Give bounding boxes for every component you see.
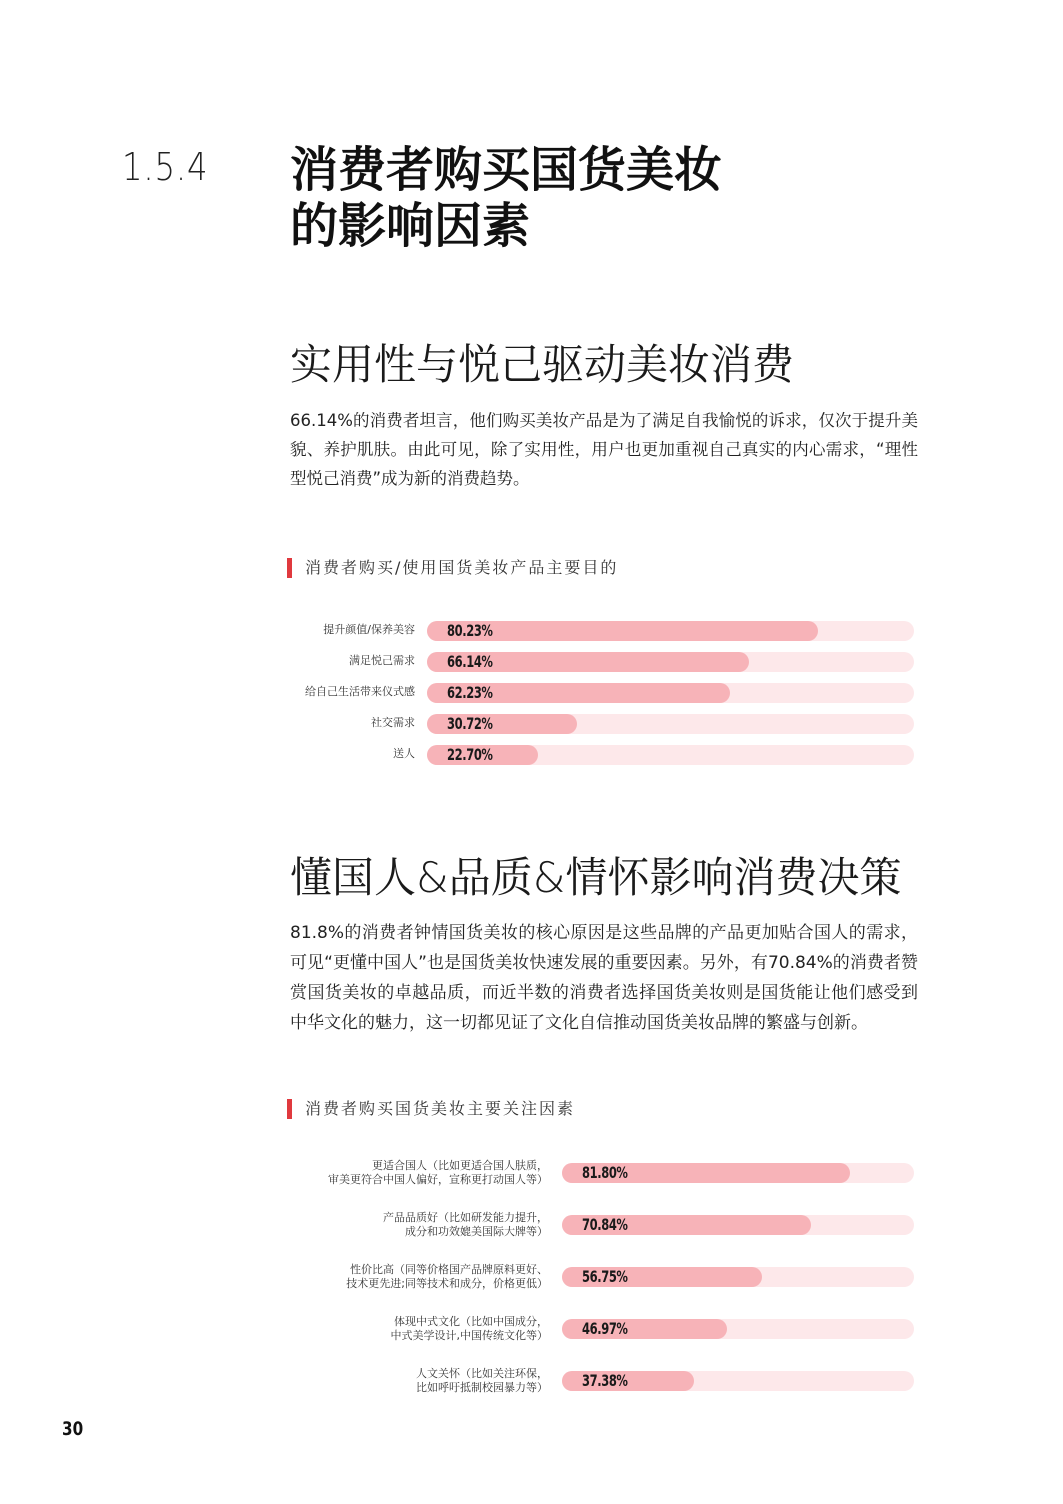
bar-category-label: 性价比高（同等价格国产品牌原料更好、 技术更先进;同等技术和成分，价格更低）: [346, 1263, 548, 1290]
page-title-line1: 消费者购买国货美妆: [290, 142, 723, 198]
bar-value-label: 56.75%: [582, 1267, 628, 1286]
bar-value-label: 22.70%: [447, 745, 493, 764]
bar-row: [288, 651, 916, 675]
bar-category-label: 产品品质好（比如研发能力提升， 成分和功效媲美国际大牌等）: [383, 1211, 548, 1238]
bar-category-label: 更适合国人（比如更适合国人肤质， 审美更符合中国人偏好，宣称更打动国人等）: [328, 1159, 548, 1186]
bar-track: [427, 745, 914, 765]
section-heading-2: 懂国人&品质&情怀影响消费决策: [290, 853, 902, 902]
bar-value-label: 80.23%: [447, 621, 493, 640]
bar-track: [562, 1371, 914, 1391]
bar-value-label: 81.80%: [582, 1163, 628, 1182]
bar-category-label: 给自己生活带来仪式感: [305, 685, 415, 698]
bar-value-label: 37.38%: [582, 1371, 628, 1390]
bar-category-label: 提升颜值/保养美容: [323, 623, 415, 636]
chart2-title: 消费者购买国货美妆主要关注因素: [287, 1099, 575, 1119]
section-number: 1.5.4: [122, 145, 209, 189]
bar-row: [288, 682, 916, 706]
chart1: [288, 620, 916, 780]
bar-value-label: 46.97%: [582, 1319, 628, 1338]
bar-value-label: 66.14%: [447, 652, 493, 671]
section-paragraph-1: 66.14%的消费者坦言，他们购买美妆产品是为了满足自我愉悦的诉求，仅次于提升美貌、养护肌肤。由此可见，除了实用性，用户也更加重视自己真实的内心需求，“理性型悦己消费”成为新的消费趋势。: [290, 411, 918, 488]
bar-row: [288, 1160, 916, 1196]
bar-value-label: 70.84%: [582, 1215, 628, 1234]
bar-category-label: 人文关怀（比如关注环保， 比如呼吁抵制校园暴力等）: [416, 1367, 548, 1394]
bar-value-label: 30.72%: [447, 714, 493, 733]
bar-track: [427, 652, 914, 672]
bar-track: [562, 1163, 914, 1183]
bar-category-label: 社交需求: [371, 716, 415, 729]
bar-row: [288, 744, 916, 768]
bar-category-label: 满足悦己需求: [349, 654, 415, 667]
bar-track: [562, 1267, 914, 1287]
bar-track: [562, 1319, 914, 1339]
bar-track: [427, 714, 914, 734]
bar-value-label: 62.23%: [447, 683, 493, 702]
bar-row: [288, 1264, 916, 1300]
page-number: 30: [62, 1418, 84, 1440]
bar-track: [427, 621, 914, 641]
bar-row: [288, 1316, 916, 1352]
page-title: [290, 142, 850, 254]
section-paragraph-2: 81.8%的消费者钟情国货美妆的核心原因是这些品牌的产品更加贴合国人的需求，可见“更懂中国人”也是国货美妆快速发展的重要因素。另外，有70.84%的消费者赞赏国货美妆的卓越品质，而近半数的消费者选择国货美妆则是国货能让他们感受到中华文化的魅力，这一切都见证了文化自信推动国货美妆品牌的繁盛与创新。: [290, 923, 918, 1033]
chart2: [288, 1160, 916, 1400]
bar-category-label: 送人: [393, 747, 415, 760]
bar-row: [288, 620, 916, 644]
bar-track: [562, 1215, 914, 1235]
bar-row: [288, 713, 916, 737]
section-heading-1: 实用性与悦己驱动美妆消费: [290, 340, 795, 389]
page-title-line2: 的影响因素: [290, 198, 531, 254]
bar-category-label: 体现中式文化（比如中国成分， 中式美学设计,中国传统文化等）: [390, 1315, 548, 1342]
bar-row: [288, 1368, 916, 1404]
bar-track: [427, 683, 914, 703]
chart1-title: 消费者购买/使用国货美妆产品主要目的: [287, 558, 618, 578]
bar-row: [288, 1212, 916, 1248]
